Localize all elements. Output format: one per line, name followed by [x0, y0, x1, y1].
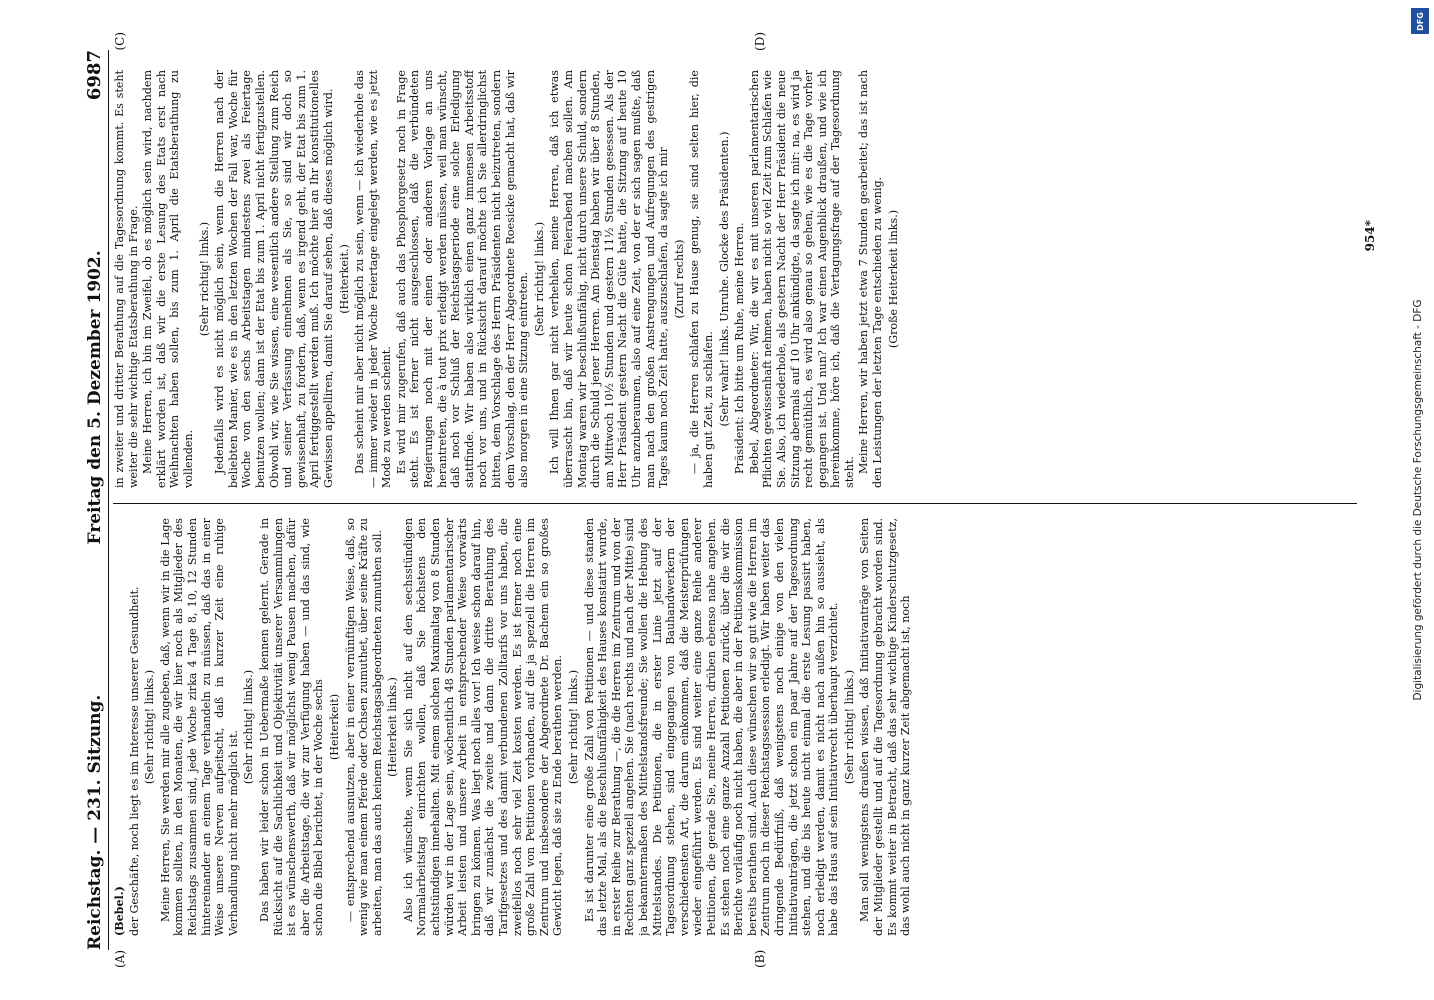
interjection: (Heiterkeit.) — [337, 244, 351, 314]
left-column — [113, 518, 1357, 936]
paragraph: Das haben wir leider schon in Uebermaße kennen gelernt. Gerade in Rücksicht auf die Sachlichkeit und Objektivität unserer Versammlungen ist es wünschenswerth, daß wir möglichst wenig Pausen machen, dafür aber die Arbeitstage, die wir zur Verfügung haben — und das sind, wie schon die Bibel berichtet, in der Woche sechs — [257, 518, 326, 936]
interjection: (Sehr richtig! links.) — [143, 669, 157, 785]
paragraph: Das scheint mir aber nicht möglich zu sein, wenn — ich wiederhole das — immer wieder in jeder Woche Feiertage eingelegt werden, wie es jetzt Mode zu werden scheint. — [353, 70, 394, 488]
interjection: (Sehr richtig! links.) — [842, 669, 856, 785]
paragraph: Jedenfalls wird es nicht möglich sein, wenn die Herren nach der beliebten Manier, wie es in den letzten Wochen der Fall war, Woche für Woche von den sechs Arbeitstagen mindestens zwei als Feiertage benutzen wollen; dann ist der Etat bis zum 1. April nicht fertigzustellen. Obwohl wir, wie Sie wissen, eine wesentlich andere Stellung zum Reich und seiner Verfassung einnehmen als Sie, so sind wir doch so gewissenhaft, zu fordern, daß, wenn es irgend geht, der Etat bis zum 1. April fertiggestellt werden muß. Ich möchte hier an Ihr konstitutionelles Gewissen appelliren, damit Sie darauf sehen, daß dieses möglich wird. — [213, 70, 335, 488]
page-header — [79, 50, 109, 950]
digitization-note-text: Digitalisierung gefördert durch die Deutsche Forschungsgemeinschaft - DFG — [1412, 299, 1424, 701]
interjection: (Sehr richtig! links.) — [532, 221, 546, 337]
paragraph: Meine Herren, wir haben jetzt etwa 7 Stunden gearbeitet; das ist nach den Leistungen der letzten Tage entschieden zu wenig. — [857, 70, 885, 488]
header-left: Reichstag. — 231. Sitzung. — [85, 694, 105, 950]
paragraph: Es wird mir zugerufen, daß auch das Phosphorgesetz noch in Frage steht. Es ist ferner nicht ausgeschlossen, daß die verbündeten Regierungen noch mit der einen oder anderen Vorlage an uns herantreten, die à tout prix erledigt werden müssen, weil man wünscht, daß noch vor Schluß der Reichstagsperiode eine solche Erledigung stattfinde. Wir haben also wirklich einen ganz immensen Arbeitsstoff noch vor uns, und in Rücksicht darauf möchte ich Sie allerdringlichst bitten, dem Vorschlage des Herrn Präsidenten nicht beizutreten, sondern dem Vorschlag, den der Herr Abgeordnete Roesicke gemacht hat, daß wir also morgen in eine Sitzung eintreten. — [394, 70, 531, 488]
paragraph: Präsident: Ich bitte um Ruhe, meine Herren. — [733, 222, 747, 474]
paragraph: Meine Herren, ich bin im Zweifel, ob es möglich sein wird, nachdem erklärt worden ist, daß wir die erste Lesung des Etats erst nach Weihnachten haben sollen, bis zum 1. April die Etatsberathung zu vollenden. — [141, 70, 195, 488]
interjection: (Sehr richtig! links.) — [567, 669, 580, 785]
paragraph: — ja, die Herren schlafen zu Hause genug, sie sind selten hier, die haben gut Zeit, zu schlafen. — [688, 70, 715, 488]
margin-label-c: (C) — [113, 32, 127, 51]
footer-signature: 954* — [1363, 220, 1377, 252]
paragraph: Bebel, Abgeordneter: Wir, die wir es mit unseren parlamentarischen Pflichten gewissenhaft nehmen, haben nicht so viel Zeit zum Schlafen wie Sie. Also, ich wiederhole, als gestern Nacht der Herr Präsident die neue Sitzung abermals auf 10 Uhr ankündigte, da sagte ich mir: na, es wird ja recht gemüthlich, es wird also genau so gehen, wie es die Tage vorher gegangen ist. Und nun? Ich war einen Augenblick draußen, und wie ich hereinkomme, höre ich, daß die Vertagungsfrage auf der Tagesordnung steht. — [747, 70, 856, 488]
margin-label-a: (A) — [113, 949, 127, 968]
document-page — [17, 20, 1417, 980]
interjection: (Heiterkeit links.) — [386, 677, 400, 777]
paragraph: in zweiter und dritter Berathung auf die Tagesordnung kommt. Es steht weiter die sehr wichtige Etatsberathung in Frage. — [113, 70, 140, 488]
interjection: (Zuruf rechts) — [672, 239, 686, 319]
page-number: 6987 — [84, 50, 105, 101]
page-content — [113, 32, 1357, 968]
digitization-note — [1406, 30, 1430, 970]
dfg-logo-text: DFG — [1415, 11, 1425, 31]
right-column — [113, 70, 1357, 488]
header-center: Freitag den 5. Dezember 1902. — [85, 250, 105, 545]
paragraph: Also ich wünschte, wenn Sie sich nicht auf den sechsstündigen Normalarbeitstag einrichten wollen, daß Sie höchstens den achtstündigen innehalten. Mit einem solchen Maximaltag von 8 Stunden würden wir in der Lage sein, wöchentlich 48 Stunden parlamentarischer Arbeit leisten und unsere Arbeit in entsprechender Weise vorwärts bringen zu können. Was liegt noch alles vor! Ich weise schon darauf hin, daß wir zunächst die zweite und dann die dritte Berathung des Tarifgesetzes und des damit verbundenen Zolltarifs vor uns haben, die zweifellos noch sehr viel Zeit kosten werden. Es ist ferner noch eine große Zahl von Petitionen vorhanden, auf die ja speziell die Herren im Zentrum und insbesondere der Abgeordnete Dr. Bachem ein so großes Gewicht legen, daß sie zu Ende berathen werden. — [401, 518, 565, 936]
paragraph: Es ist darunter eine große Zahl von Petitionen — und diese standen das letzte Mal, als die Beschlußunfähigkeit des Hauses konstatirt wurde, in erster Reihe zur Berathung —, die die Herren im Zentrum und von der Rechten ganz speziell angehen. Sie (nach rechts und nach der Mitte) sind ja bekanntermaßen des Mittelstandsfreunde; Sie wollen die Hebung des Mittelstandes. Die Petitionen, die in erster Linie jetzt auf der Tagesordnung stehen, sind eingegangen von Bauhandwerkern der verschiedensten Art, die darum einkommen, daß die Meisterprüfungen wieder eingeführt werden. Es sind weiter eine ganze Reihe anderer Petitionen, die gerade Sie, meine Herren, drüben ebenso nahe angehen. Es stehen noch eine ganze Anzahl Petitionen zurück, über die wir die Berichte vorläufig noch nicht haben, die aber in der Petitionskommission bereits berathen sind. Auch diese wünschen wir so gut wie die Herren im Zentrum noch in dieser Reichstagssession erledigt. Wir haben weiter das dringende Bedürfniß, daß wenigstens noch einige von den vielen Initiativanträgen, die jetzt schon ein paar Jahre auf der Tagesordnung stehen, und die bis heute nicht einmal die erste Lesung passirt haben, noch erledigt werden, damit es nicht nach außen hin so aussieht, als habe das Haus auf sein Initiativrecht überhaupt verzichtet. — [582, 518, 841, 936]
paragraph: der Geschäfte, noch liegt es im Interesse unserer Gesundheit. — [127, 586, 141, 936]
paragraph: Meine Herren, Sie werden mir alle zugeben, daß, wenn wir in die Lage kommen sollten, in den Monaten, die wir hier noch als Mitglieder des Reichstags zusammen sind, jede Woche zirka 4 Tage 8, 10, 12 Stunden hintereinander an einem Tage verhandeln zu müssen, daß das in einer Weise unsere Nerven aufpeitscht, daß in kurzer Zeit eine ruhige Verhandlung nicht mehr möglich ist. — [158, 518, 240, 936]
dfg-logo — [1411, 8, 1429, 34]
interjection: (Sehr wahr! links. Unruhe. Glocke des Präsidenten.) — [717, 131, 731, 427]
speaker-name: (Bebel.) — [113, 886, 126, 936]
interjection: (Heiterkeit) — [327, 693, 341, 761]
interjection: (Große Heiterkeit links.) — [886, 209, 900, 349]
paragraph: Ich will Ihnen gar nicht verhehlen, meine Herren, daß ich etwas überrascht bin, daß wir heute schon Feierabend machen sollen. Am Montag waren wir beschlußunfähig, nicht durch unsere Schuld, sondern durch die Schuld jener Herren. Am Dienstag haben wir über 8 Stunden, am Mittwoch 10½ Stunden und gestern 11½ Stunden gesessen. Als der Herr Präsident gestern Nacht die Güte hatte, die Sitzung auf heute 10 Uhr anzuberaumen, also auf eine Zeit, von der er sich sagen mußte, daß man nach den großen Anstrengungen und Aufregungen des gestrigen Tages kaum noch Zeit hatte, auszuschlafen, da sagte ich mir — [548, 70, 671, 488]
paragraph: — entsprechend ausnutzen, aber in einer vernünftigen Weise, daß, so wenig wie man einem Pferde oder Ochsen zumuthet, über seine Kräfte zu arbeiten, man das auch keinem Reichstagsabgeordneten zumuthen soll. — [343, 518, 384, 936]
interjection: (Sehr richtig! links.) — [197, 221, 211, 337]
interjection: (Sehr richtig! links.) — [242, 669, 256, 785]
paragraph: Man soll wenigstens draußen wissen, daß Initiativanträge von Seiten der Mitglieder gestellt und auf die Tagesordnung gebracht worden sind. Es kommt weiter in Betracht, daß das sehr wichtige Kinderschutzgesetz, das wohl auch nicht in ganz kurzer Zeit abgemacht ist, noch — [858, 518, 913, 936]
margin-label-d: (D) — [753, 32, 767, 51]
column-divider — [113, 503, 1357, 504]
margin-label-b: (B) — [753, 949, 767, 968]
